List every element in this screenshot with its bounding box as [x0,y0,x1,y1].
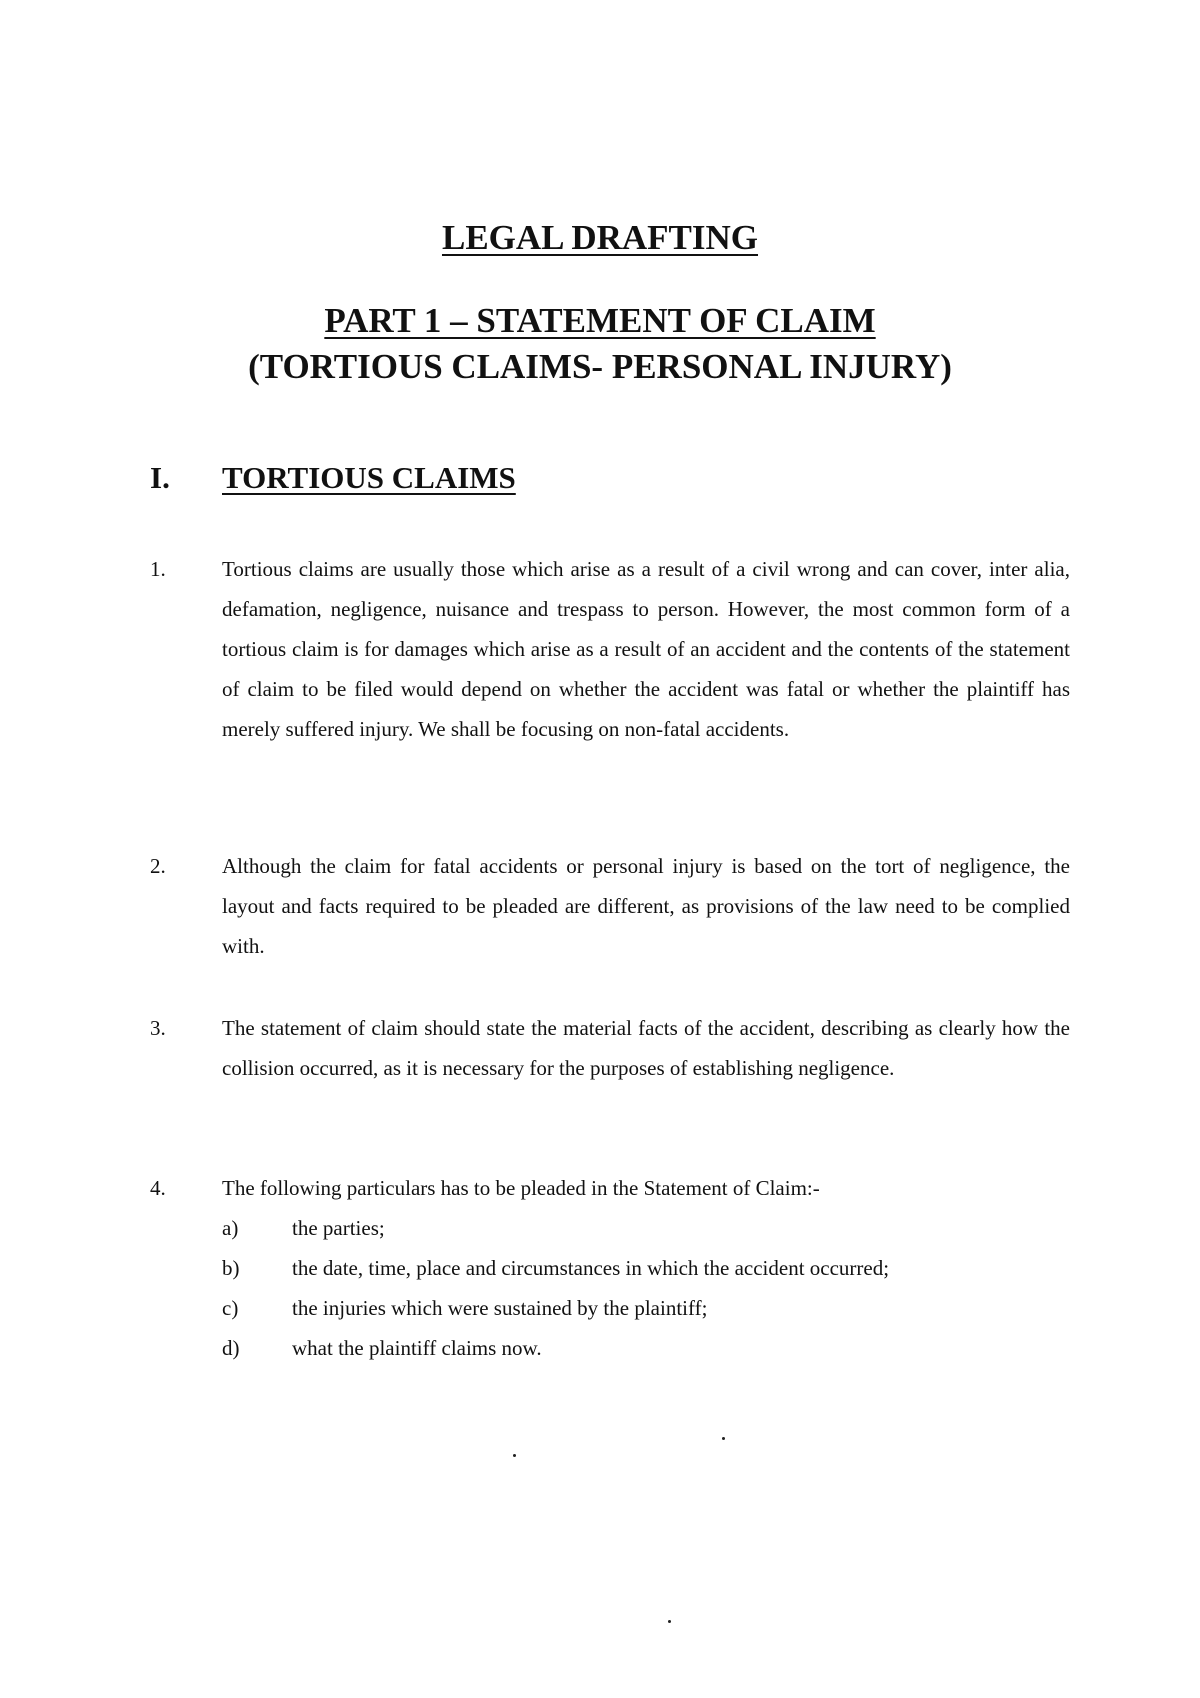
paragraph-1 [150,549,1070,749]
list-item-letter: d) [222,1336,240,1360]
paragraph-text: Tortious claims are usually those which arise as a result of a civil wrong and can cover, inter alia, defamation, negligence, nuisance and trespass to person. However, the most common form of a tortious claim is for damages which arise as a result of an accident and the contents of the statement of claim to be filed would depend on whether the accident was fatal or whether the plaintiff has merely suffered injury. We shall be focusing on non-fatal accidents. [222,557,1070,741]
list-item-text: what the plaintiff claims now. [292,1336,542,1360]
list-item-text: the injuries which were sustained by the plaintiff; [292,1296,708,1320]
document-subtitle [0,298,1200,390]
subtitle-line-1: PART 1 – STATEMENT OF CLAIM [324,301,876,340]
paragraph-number: 3. [150,1016,166,1040]
list-item-letter: c) [222,1296,239,1320]
paragraph-text: The following particulars has to be pleaded in the Statement of Claim:- [222,1176,820,1200]
list-item [222,1248,1072,1288]
list-item-text: the parties; [292,1216,385,1240]
paragraph-text: Although the claim for fatal accidents or personal injury is based on the tort of negligence, the layout and facts required to be pleaded are different, as provisions of the law need to be complied with. [222,854,1070,958]
paragraph-number: 2. [150,854,166,878]
paragraph-number: 1. [150,557,166,581]
list-item-text: the date, time, place and circumstances in which the accident occurred; [292,1256,890,1280]
scan-speck [668,1620,671,1623]
list-item [222,1328,1072,1368]
document-title: LEGAL DRAFTING [441,218,759,257]
particulars-list [222,1208,1072,1368]
scan-speck [513,1454,516,1457]
list-item [222,1288,1072,1328]
section-number: I. [150,460,170,495]
subtitle-line-2: (TORTIOUS CLAIMS- PERSONAL INJURY) [248,347,952,386]
paragraph-3 [150,1008,1070,1088]
paragraph-2 [150,846,1070,966]
list-item [222,1208,1072,1248]
list-item-letter: a) [222,1216,239,1240]
section-heading [150,458,1050,498]
paragraph-4 [150,1168,1070,1208]
list-item-letter: b) [222,1256,240,1280]
paragraph-number: 4. [150,1176,166,1200]
paragraph-text: The statement of claim should state the material facts of the accident, describing as clearly how the collision occurred, as it is necessary for the purposes of establishing negligence. [222,1016,1070,1080]
section-title: TORTIOUS CLAIMS [222,460,516,495]
scan-speck [722,1437,725,1440]
